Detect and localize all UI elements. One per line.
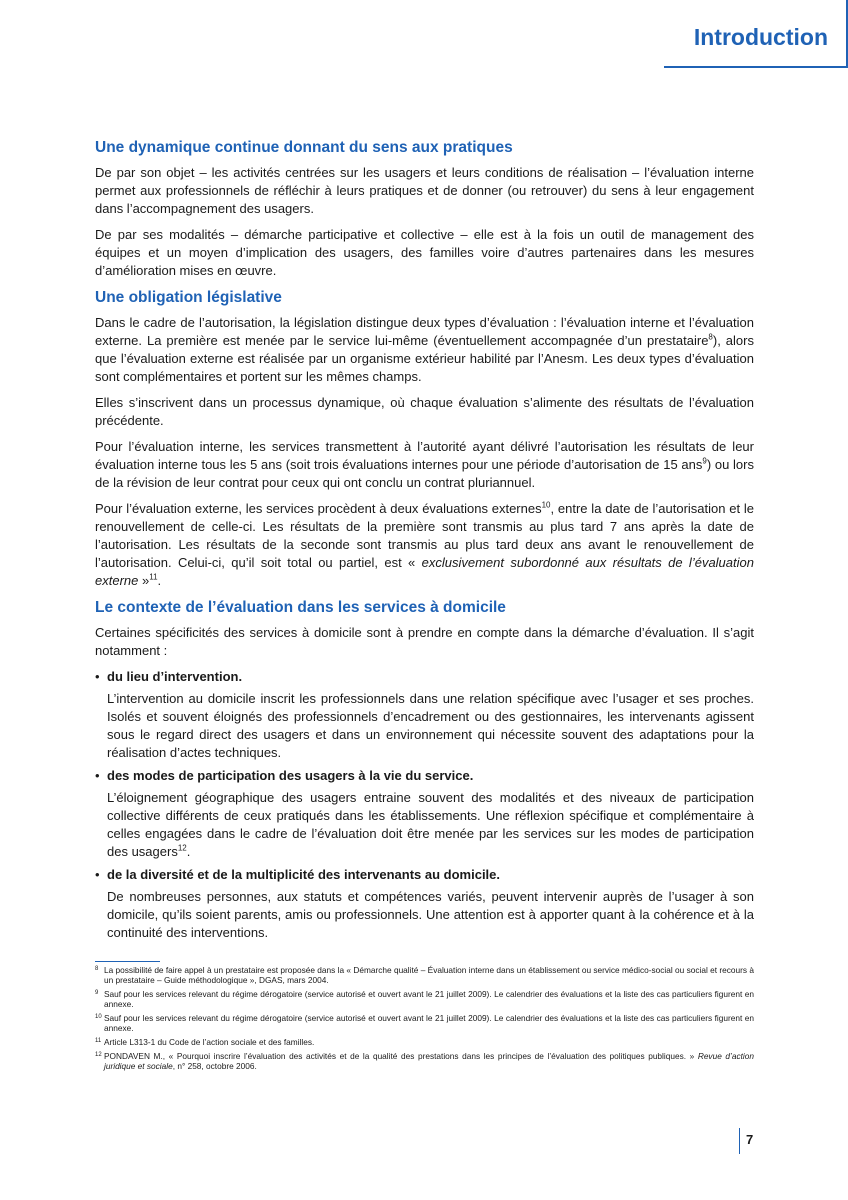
paragraph: Elles s’inscrivent dans un processus dynamique, où chaque évaluation s’alimente des résultats de l’évaluation précédente.: [95, 395, 754, 428]
footnote-text: Sauf pour les services relevant du régime dérogatoire (service autorisé et ouvert avant le 21 juillet 2009). Le calendrier des évaluations et la liste des cas particuliers figurent en annexe.: [104, 989, 754, 1009]
section-contexte: [95, 598, 754, 942]
text: L’éloignement géographique des usagers entraine souvent des modalités et des niveaux de participation collective différents de ceux pratiqués dans les établissements. Une réflexion spécifique et complémentaire à celles engagées dans le cadre de l’évaluation doit être menée par les services sur les modes de participation des usagers: [107, 790, 754, 859]
section-obligation: [95, 288, 754, 590]
footnote: [95, 1051, 754, 1071]
text: Pour l’évaluation externe, les services procèdent à deux évaluations externes: [95, 501, 542, 516]
footnote-number: 9: [95, 990, 99, 996]
section-heading: Une dynamique continue donnant du sens aux pratiques: [95, 139, 513, 156]
bullet-title: des modes de participation des usagers à la vie du service.: [107, 768, 474, 783]
footnote-number: 8: [95, 966, 99, 972]
list-item: [95, 668, 754, 762]
paragraph: [95, 314, 754, 386]
section-heading: Une obligation législative: [95, 289, 282, 306]
footnote-number: 12: [95, 1052, 102, 1058]
footnote-ref[interactable]: 8: [708, 332, 713, 342]
text: Dans le cadre de l’autorisation, la législation distingue deux types d’évaluation : l’évaluation interne et l’évaluation externe. La première est menée par le service lui-même (éventuellement accompagnée d’un prestataire: [95, 315, 754, 348]
text: Pour l’évaluation interne, les services transmettent à l’autorité ayant délivré l’autorisation les résultats de leur évaluation interne tous les 5 ans (soit trois évaluations internes pour une période d’autorisation de 15 ans: [95, 439, 754, 472]
bullet-title: de la diversité et de la multiplicité des intervenants au domicile.: [107, 867, 501, 882]
footnote: [95, 1037, 754, 1047]
footnote-text: Sauf pour les services relevant du régime dérogatoire (service autorisé et ouvert avant le 21 juillet 2009). Le calendrier des évaluations et la liste des cas particuliers figurent en annexe.: [104, 1013, 754, 1033]
section-heading: Le contexte de l’évaluation dans les services à domicile: [95, 599, 506, 616]
bullet-body: De nombreuses personnes, aux statuts et compétences variés, peuvent intervenir auprès de l’usager à son domicile, qu’ils soient parents, amis ou professionnels. Une attention est à apporter quant à la cohérence et à la continuité des interventions.: [107, 889, 754, 940]
header-title: Introduction: [693, 24, 828, 50]
paragraph: [95, 500, 754, 590]
bullet-icon: •: [95, 768, 100, 783]
page-number-bar: [739, 1128, 740, 1154]
paragraph: De par son objet – les activités centrées sur les usagers et leurs conditions de réalisation – l’évaluation interne permet aux professionnels de réfléchir à leurs pratiques et de donner (ou retrouver) du sens à leur engagement dans l’accompagnement des usagers.: [95, 165, 754, 216]
footnote-ref[interactable]: 10: [541, 500, 551, 510]
bullet-body: [107, 789, 754, 861]
quote-text: exclusivement subordonné aux résultats de l’évaluation externe: [95, 555, 754, 588]
footnote-ref[interactable]: 9: [702, 456, 707, 466]
list-item: [95, 767, 754, 861]
list-item: [95, 866, 754, 942]
bullet-icon: •: [95, 669, 100, 684]
page-number: 7: [746, 1132, 754, 1147]
footnote-journal: Revue d’action juridique et sociale: [104, 1051, 754, 1071]
footnote-ref[interactable]: 11: [149, 572, 158, 582]
text: ) ou lors de la révision de leur contrat pour ceux qui ont conclu un contrat pluriannuel.: [95, 457, 754, 490]
footnote-text: PONDAVEN M., « Pourquoi inscrire l’évaluation des activités et de la qualité des prestations dans les principes de l’évaluation des politiques publiques. »: [104, 1051, 698, 1061]
bullet-body: L’intervention au domicile inscrit les professionnels dans une relation spécifique avec l’usager et ses proches. Isolés et souvent éloignés des professionnels d’encadrement ou des gestionnaires, les intervenants agissent sous le regard direct des usagers et dans un environnement qui nécessite souvent des adaptations pour la réalisation d’actes techniques.: [107, 691, 754, 760]
footnote-rule: [95, 961, 160, 962]
text: .: [186, 844, 191, 859]
text: »: [138, 573, 150, 588]
header-rule: [664, 66, 848, 68]
footnote: [95, 965, 754, 985]
footnote: [95, 1013, 754, 1033]
paragraph: De par ses modalités – démarche participative et collective – elle est à la fois un outil de management des équipes et un moyen d’implication des usagers, des familles voire d’autres partenaires dans les mesures d’amélioration mises en œuvre.: [95, 227, 754, 278]
text: ), alors que l’évaluation externe est réalisée par un organisme extérieur habilité par l’Anesm. Les deux types d’évaluation sont complémentaires et portent sur les mêmes champs.: [95, 333, 754, 384]
footnote-number: 10: [95, 1014, 102, 1020]
footnotes: [95, 965, 754, 1075]
bullet-title: du lieu d’intervention.: [107, 669, 243, 684]
text: .: [157, 573, 162, 588]
footnote-text: , n° 258, octobre 2006.: [172, 1061, 257, 1071]
section-dynamique: [95, 138, 754, 280]
footnote-text: La possibilité de faire appel à un prestataire est proposée dans la « Démarche qualité – Évaluation interne dans un établissement ou service médico-social ou social et recours à un prestataire – Guide méthodologique », DGAS, mars 2004.: [104, 965, 754, 985]
paragraph: Certaines spécificités des services à domicile sont à prendre en compte dans la démarche d’évaluation. Il s’agit notamment :: [95, 625, 754, 658]
footnote-number: 11: [95, 1038, 102, 1044]
footnote-text: Article L313-1 du Code de l’action sociale et des familles.: [104, 1037, 315, 1047]
footnote: [95, 989, 754, 1009]
text: , entre la date de l’autorisation et le renouvellement de celle-ci. Les résultats de la première sont transmis au plus tard 7 ans après la date de l’autorisation. Les résultats de la seconde sont transmis au plus tard deux ans avant le renouvellement de l’autorisation. Celui-ci, qu’il soit total ou partiel, est «: [95, 501, 754, 570]
main-content: [95, 138, 754, 947]
paragraph: [95, 438, 754, 492]
bullet-list: [95, 668, 754, 942]
footnote-ref[interactable]: 12: [177, 843, 187, 853]
bullet-icon: •: [95, 867, 100, 882]
